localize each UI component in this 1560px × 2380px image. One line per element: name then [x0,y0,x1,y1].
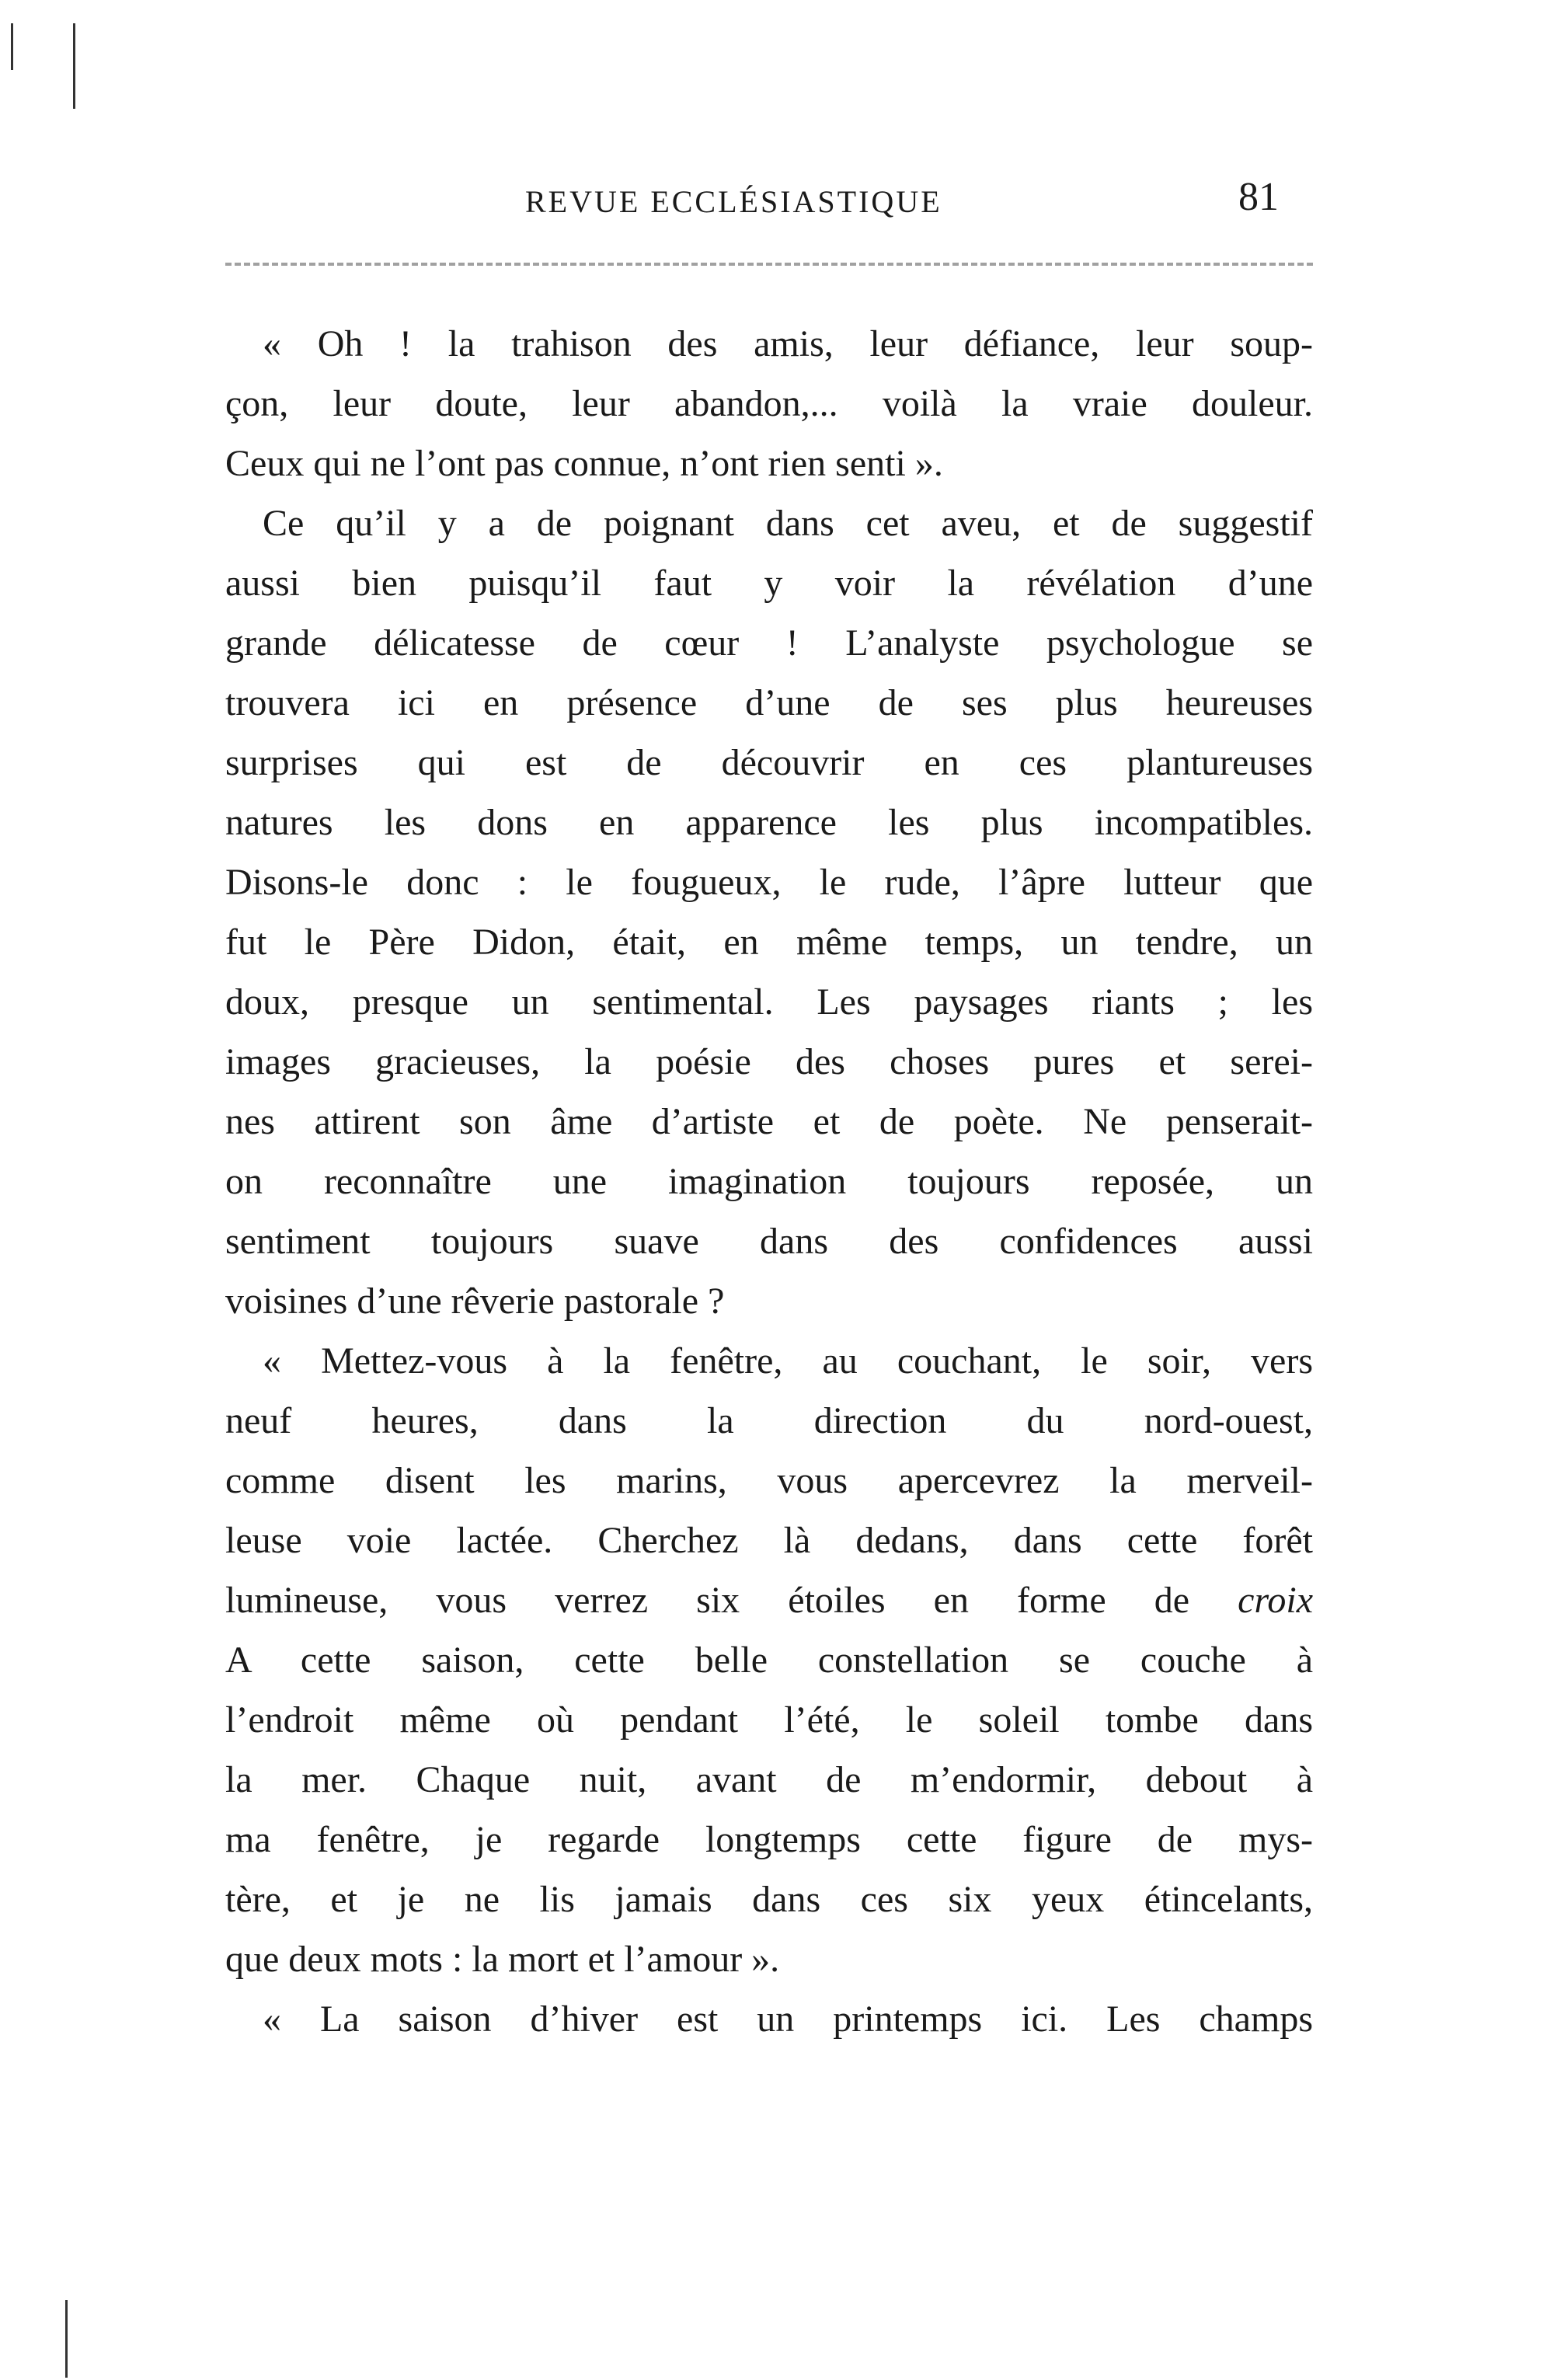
text-line: trouvera ici en présence d’une de ses plus heureuses [225,682,1313,723]
text-line: grande délicatesse de cœur ! L’analyste psychologue se [225,622,1313,664]
text-line: neuf heures, dans la direction du nord-ouest, [225,1400,1313,1441]
header-rule [225,263,1313,266]
text-line: surprises qui est de découvrir en ces plantureuses [225,742,1313,783]
text-line: çon, leur doute, leur abandon,... voilà la vraie douleur. [225,383,1313,424]
body-text [225,314,1313,2049]
text-line: la mer. Chaque nuit, avant de m’endormir, debout à [225,1759,1313,1800]
running-title: REVUE ECCLÉSIASTIQUE [525,184,942,219]
italic-word: croix [1238,1580,1314,1621]
text-line: l’endroit même où pendant l’été, le soleil tombe dans [225,1699,1313,1741]
text-line: on reconnaître une imagination toujours reposée, un [225,1161,1313,1202]
text-line: aussi bien puisqu’il faut y voir la révélation d’une [225,563,1313,604]
text-line-part: lumineuse, vous verrez six étoiles en forme de [225,1580,1190,1621]
text-line: Ce qu’il y a de poignant dans cet aveu, et de suggestif [263,503,1313,544]
text-line: « Oh ! la trahison des amis, leur défiance, leur soup- [263,323,1313,364]
text-line: images gracieuses, la poésie des choses pures et serei- [225,1041,1313,1082]
text-line: comme disent les marins, vous apercevrez la merveil- [225,1460,1313,1501]
text-line: nes attirent son âme d’artiste et de poète. Ne penserait- [225,1101,1313,1142]
text-line: Disons-le donc : le fougueux, le rude, l’âpre lutteur que [225,862,1313,903]
text-line [225,1570,1313,1630]
scan-margin-mark [65,2300,68,2378]
text-line: A cette saison, cette belle constellation se couche à [225,1640,1313,1681]
text-line: tère, et je ne lis jamais dans ces six yeux étincelants, [225,1879,1313,1920]
page-number: 81 [1238,175,1279,219]
scan-margin-mark [11,23,13,70]
text-line: doux, presque un sentimental. Les paysages riants ; les [225,981,1313,1023]
text-line: que deux mots : la mort et l’amour ». [225,1939,780,1980]
text-line: sentiment toujours suave dans des confidences aussi [225,1221,1313,1262]
scan-margin-mark [73,23,75,109]
text-line: ma fenêtre, je regarde longtemps cette figure de mys- [225,1819,1313,1860]
page-header [230,174,1294,228]
text-line: leuse voie lactée. Cherchez là dedans, dans cette forêt [225,1520,1313,1561]
text-line: voisines d’une rêverie pastorale ? [225,1281,725,1322]
text-line: natures les dons en apparence les plus incompatibles. [225,802,1313,843]
text-line: « La saison d’hiver est un printemps ici. Les champs [263,1998,1313,2040]
text-line: fut le Père Didon, était, en même temps, un tendre, un [225,922,1313,963]
text-line: « Mettez-vous à la fenêtre, au couchant, le soir, vers [263,1340,1313,1382]
text-line: Ceux qui ne l’ont pas connue, n’ont rien senti ». [225,443,943,484]
